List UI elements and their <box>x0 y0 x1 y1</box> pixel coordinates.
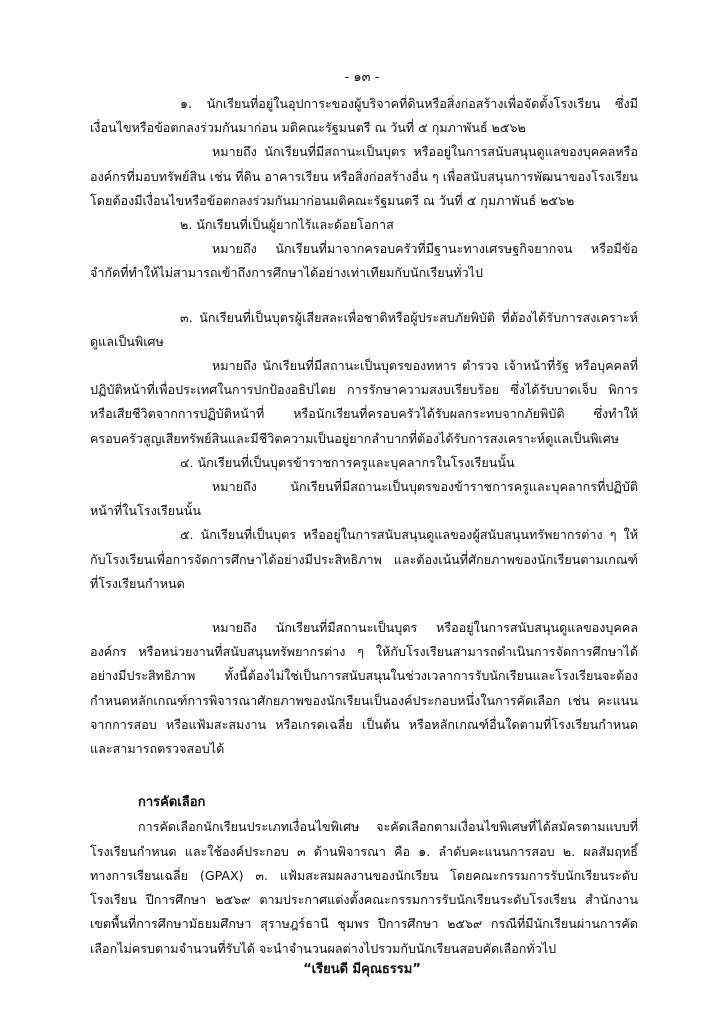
spacer <box>90 286 638 306</box>
spacer <box>90 596 638 616</box>
spacer <box>90 761 638 791</box>
item-3-title: ๓. นักเรียนที่เป็นบุตรผู้เสียสละเพื่อชาติหรือผู้ประสบภัยพิบัติ ที่ต้องได้รับการสงเคราะห์ดูแลเป็นพิเศษ <box>90 309 638 349</box>
page-number: - ๑๓ - <box>344 70 380 85</box>
item-5-title: ๕. นักเรียนที่เป็นบุตร หรืออยู่ในการสนับสนุนดูแลของผู้สนับสนุนทรัพยากรต่าง ๆ ให้กับโรงเรียนเพื่อการจัดการศึกษาได้อย่างมีประสิทธิภาพ และต้องเน้นที่ศักยภาพของนักเรียนตามเกณฑ์ที่โรงเรียนกำหนด <box>90 527 638 591</box>
item-4-title: ๔. นักเรียนที่เป็นบุตรข้าราชการครูและบุคลากรในโรงเรียนนั้น <box>180 454 515 470</box>
selection-heading: การคัดเลือก <box>138 795 206 811</box>
selection-text: การคัดเลือกนักเรียนประเภทเงื่อนไขพิเศษ จะคัดเลือกตามเงื่อนไขพิเศษที่ได้สมัครตามแบบที่โรงเรียนกำหนด และใช้องค์ประกอบ ๓ ด้านพิจารณา คือ ๑. ลำดับคะแนนการสอบ ๒. ผลสัมฤทธิ์ทางการเรียนเฉลี่ย (GPAX) ๓. แฟ้มสะสมผลงานของนักเรียน โดยคณะกรรมการรับนักเรียนระดับโรงเรียน ปีการศึกษา ๒๕๖๙ ตามประกาศแต่งตั้งคณะกรรมการรับนักเรียนระดับโรงเรียน สำนักงานเขตพื้นที่การศึกษามัธยมศึกษา สุราษฎร์ธานี ชุมพร ปีการศึกษา ๒๕๖๙ กรณีที่มีนักเรียนผ่านการคัดเลือกไม่ครบตามจำนวนที่รับได้ จะนำจำนวนผลต่างไปรวมกับนักเรียนสอบคัดเลือกทั่วไป <box>90 819 638 956</box>
document-body <box>90 92 638 961</box>
item-1-title: ๑. นักเรียนที่อยู่ในอุปการะของผู้บริจาคที่ดินหรือสิ่งก่อสร้างเพื่อจัดตั้งโรงเรียน ซึ่งมีเงื่อนไขหรือข้อตกลงร่วมกันมาก่อน มติคณะรัฐมนตรี ณ วันที่ ๕ กุมภาพันธ์ ๒๕๖๒ <box>90 96 638 136</box>
item-4-description: หมายถึง นักเรียนที่มีสถานะเป็นบุตรของข้าราชการครูและบุคลากรที่ปฏิบัติหน้าที่ในโรงเรียนนั้น <box>90 479 638 519</box>
item-3-description: หมายถึง นักเรียนที่มีสถานะเป็นบุตรของทหาร ตำรวจ เจ้าหน้าที่รัฐ หรือบุคคลที่ปฏิบัติหน้าที่เพื่อประเทศในการปกป้องอธิปไตย การรักษาความสงบเรียบร้อย ซึ่งได้รับบาดเจ็บ พิการหรือเสียชีวิตจากการปฏิบัติหน้าที่ หรือนักเรียนที่ครอบครัวได้รับผลกระทบจากภัยพิบัติ ซึ่งทำให้ครอบครัวสูญเสียทรัพย์สินและมีชีวิตความเป็นอยู่ยากลำบากที่ต้องได้รับการสงเคราะห์ดูแลเป็นพิเศษ <box>90 358 638 446</box>
item-2-description: หมายถึง นักเรียนที่มาจากครอบครัวที่มีฐานะทางเศรษฐกิจยากจน หรือมีข้อจำกัดที่ทำให้ไม่สามารถเข้าถึงการศึกษาได้อย่างเท่าเทียมกับนักเรียนทั่วไป <box>90 241 638 281</box>
item-2-title: ๒. นักเรียนที่เป็นผู้ยากไร้และด้อยโอกาส <box>180 217 394 233</box>
school-motto: “เรียนดี มีคุณธรรม” <box>303 962 421 977</box>
item-1-description: หมายถึง นักเรียนที่มีสถานะเป็นบุตร หรืออยู่ในการสนับสนุนดูแลของบุคคลหรือองค์กรที่มอบทรัพย์สิน เช่น ที่ดิน อาคารเรียน หรือสิ่งก่อสร้างอื่น ๆ เพื่อสนับสนุนการพัฒนาของโรงเรียน โดยต้องมีเงื่อนไขหรือข้อตกลงร่วมกันมาก่อนมติคณะรัฐมนตรี ณ วันที่ ๕ กุมภาพันธ์ ๒๕๖๒ <box>90 144 638 208</box>
item-5-description: หมายถึง นักเรียนที่มีสถานะเป็นบุตร หรืออยู่ในการสนับสนุนดูแลของบุคคล องค์กร หรือหน่วยงานที่สนับสนุนทรัพยากรต่าง ๆ ให้กับโรงเรียนสามารถดำเนินการจัดการศึกษาได้อย่างมีประสิทธิภาพ ทั้งนี้ต้องไม่ใช่เป็นการสนับสนุนในช่วงเวลาการรับนักเรียนและโรงเรียนจะต้องกำหนดหลักเกณฑ์การพิจารณาศักยภาพของนักเรียนเป็นองค์ประกอบหนึ่งในการคัดเลือก เช่น คะแนนจากการสอบ หรือแฟ้มสะสมงาน หรือเกรดเฉลี่ย เป็นต้น หรือหลักเกณฑ์อื่นใดตามที่โรงเรียนกำหนดและสามารถตรวจสอบได้ <box>90 620 638 757</box>
